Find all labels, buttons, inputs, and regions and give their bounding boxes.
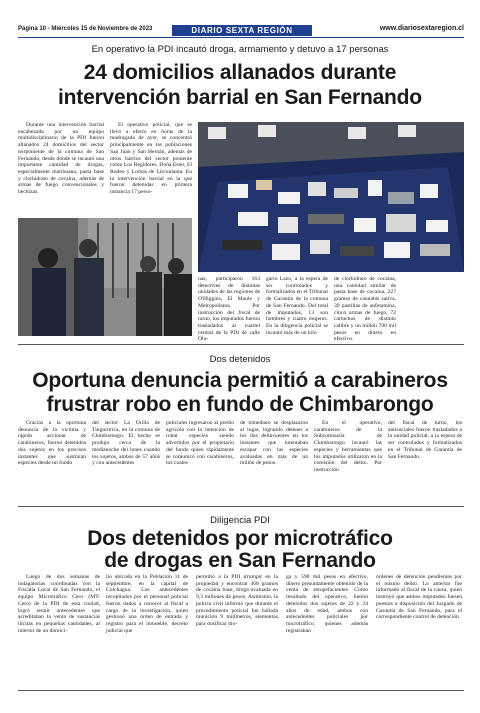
article1-column-4 — [266, 276, 328, 336]
seized-evidence-illustration — [198, 122, 464, 272]
article1-col2-text: El operativo policial, que se llevó a efecto en horas de la madrugada de ayer, se concentró principalmente en las poblaciones San Juan y San Hernán, además de otros barrios del sector poniente como Los Regidores, Doña Ester, El Rodeo y Lomas de Lircunlanta. En la intervención barrial en la que fueron detenidas en primera instancia 17 perso- — [110, 122, 192, 196]
article2-column-2 — [92, 420, 160, 467]
article2-kicker: Dos detenidos — [209, 354, 271, 365]
article-divider-1 — [18, 344, 464, 345]
article2-col2-text: del sector La Orilla de Tinguiririca, en la comuna de Chimbarongo. El hecho se produjo cerca de la medianoche del lunes cuando los sujetos, ambos de 57 años y con antecedentes — [92, 420, 160, 467]
article2-headline-line1: Oportuna denuncia permitió a carabineros — [32, 369, 448, 392]
article3-kicker: Diligencia PDI — [210, 515, 270, 526]
article2-col5-text: En el operativo, carabineros de la Subcomisaría de Chimbarongo incautó las especies y herramientas que los imputados utilizaron en la comisión del delito. Por instrucción — [314, 420, 382, 473]
article3-headline-line1: Dos detenidos por microtráfico — [87, 527, 393, 550]
article1-col3-text: nas, participaron 163 detectives de distintas unidades de las regiones de O'Higgins, El Maule y Metropolitana. Por instrucción del fiscal de turno, los imputados fueron trasladados al cuartel central de la PDI de calle Olo- — [198, 276, 260, 343]
article2-col4-text: de inmediato se desplazaron al lugar, logrando detener a los dos delincuentes en los instantes que intentaban escapar con las especies avaluadas en más de un millón de pesos. — [240, 420, 308, 467]
website-link[interactable]: www.diariosextaregion.cl — [379, 25, 464, 32]
police-raid-illustration — [18, 218, 192, 336]
article3-col2-text: lio ubicado en la Población 11 de septiembre, en la capital de Colchagua. Los antecedentes recopilados por el personal policial fueron dados a conocer al fiscal a cargo de la investigación, quien gestionó una orden de entrada y registro para el inmueble, decreto judicial que — [106, 574, 188, 634]
article3-column-4 — [286, 574, 368, 634]
article1-column-2 — [110, 122, 192, 196]
article3-column-5 — [376, 574, 462, 621]
article1-headline-line1: 24 domicilios allanados durante — [83, 61, 397, 84]
article1-col1-text: Durante una intervención barrial encabezada por un equipo multidisciplinario de la PDI fueron allanados 24 domicilios del sector norponiente de la comuna de San Fernando, desde donde se incautó una importante cantidad de drogas, especialmente marihuana, pasta base y clorhidrato de cocaína, además de armas de fuego convencionales y hechizas. — [18, 122, 104, 196]
article2-col1-text: Gracias a la oportuna denuncia de la víctima y rápido accionar de carabineros, fueron detenidos dos sujetos en los precisos instantes que sustraían especies desde un fundo — [18, 420, 86, 467]
article1-column-5 — [334, 276, 396, 343]
article2-column-4 — [240, 420, 308, 467]
article2-column-1 — [18, 420, 86, 467]
article-divider-2 — [18, 506, 464, 507]
article1-col5-text: de clorhidrato de cocaína, una cantidad similar de pasta base de cocaína, 227 gramos de cannabis sativa, 39 pastillas de anfetamina, cinco armas de fuego, 72 cartuchos de distinto calibre y un millón 700 mil pesos en dinero en efectivo. — [334, 276, 396, 343]
article2-column-3 — [166, 420, 234, 467]
page-info: Página 10 - Miércoles 15 de Noviembre de 2023 — [18, 26, 153, 32]
article2-col6-text: del fiscal de turno, los antisociales fueron trasladados a la unidad policial, a la espera de ser controlados y formalizados en el Tribunal de Garantía de San Fernando. — [388, 420, 462, 460]
header-rule — [18, 37, 464, 38]
article1-headline-line2: intervención barrial en San Fernando — [58, 86, 422, 109]
article1-column-1 — [18, 122, 104, 196]
article3-col4-text: ga y 590 mil pesos en efectivo, dinero presuntamente obtenido de la venta de estupefacientes. Como resultado del operativo, fueron detenidos dos sujetos de 22 y 24 años de edad, ambos con antecedentes policiales por microtráfico, quienes además registraban — [286, 574, 368, 634]
article3-column-1 — [18, 574, 100, 634]
article1-col4-text: gario Lazo, a la espera de ser controlados y formalizados en el Tribunal de Garantía de la comuna de San Fernando. Del total de imputados, 13 son hombres y cuatro mujeres. En la diligencia policial se incautó más de un kilo — [266, 276, 328, 336]
article2-column-5 — [314, 420, 382, 474]
article1-kicker: En operativo la PDI incautó droga, armamento y detuvo a 17 personas — [91, 44, 389, 55]
article1-column-3 — [198, 276, 260, 343]
article3-column-2 — [106, 574, 188, 634]
police-raid-photo — [18, 218, 192, 336]
article3-headline-line2: de drogas en San Fernando — [104, 549, 376, 572]
article3-col5-text: órdenes de detención pendientes por el mismo delito. Lo anterior fue informado al fiscal de la causa, quien instruyó que ambos imputados fuesen puestos a disposición del Juzgado de Garantía de San Fernando, para el correspondiente control de detención. — [376, 574, 462, 621]
footer-rule — [18, 690, 464, 691]
article3-col1-text: Luego de dos semanas de indagatorias coordinadas con la Fiscalía Local de San Fernando, el equipo Microtráfico Cero (MT-Cero) de la PDI de esta ciudad, logró reunir antecedentes que acreditaban la venta de sustancias ilícitas en pequeñas cantidades, al interior de un domici- — [18, 574, 100, 634]
article2-headline-line2: frustrar robo en fundo de Chimbarongo — [46, 393, 434, 416]
seized-evidence-photo — [198, 122, 464, 272]
article3-column-3 — [196, 574, 278, 628]
section-banner: DIARIO SEXTA REGIÓN — [172, 25, 312, 36]
article2-col3-text: policiales ingresaron al predio agrícola con la intención de robar especies siendo advertidos por el propietario del fundo quien rápidamente se comunicó con carabineros, los cuales — [166, 420, 234, 467]
article2-column-6 — [388, 420, 462, 460]
article3-col3-text: permitió a la PDI irrumpir en la propiedad y encontrar 468 gramos de cocaína base, droga avaluada en 9,3 millones de pesos. Asimismo, la policía civil informó que durante el procedimiento policial fue hallada munición 9 milímetros, elementos para dosificar dro- — [196, 574, 278, 627]
